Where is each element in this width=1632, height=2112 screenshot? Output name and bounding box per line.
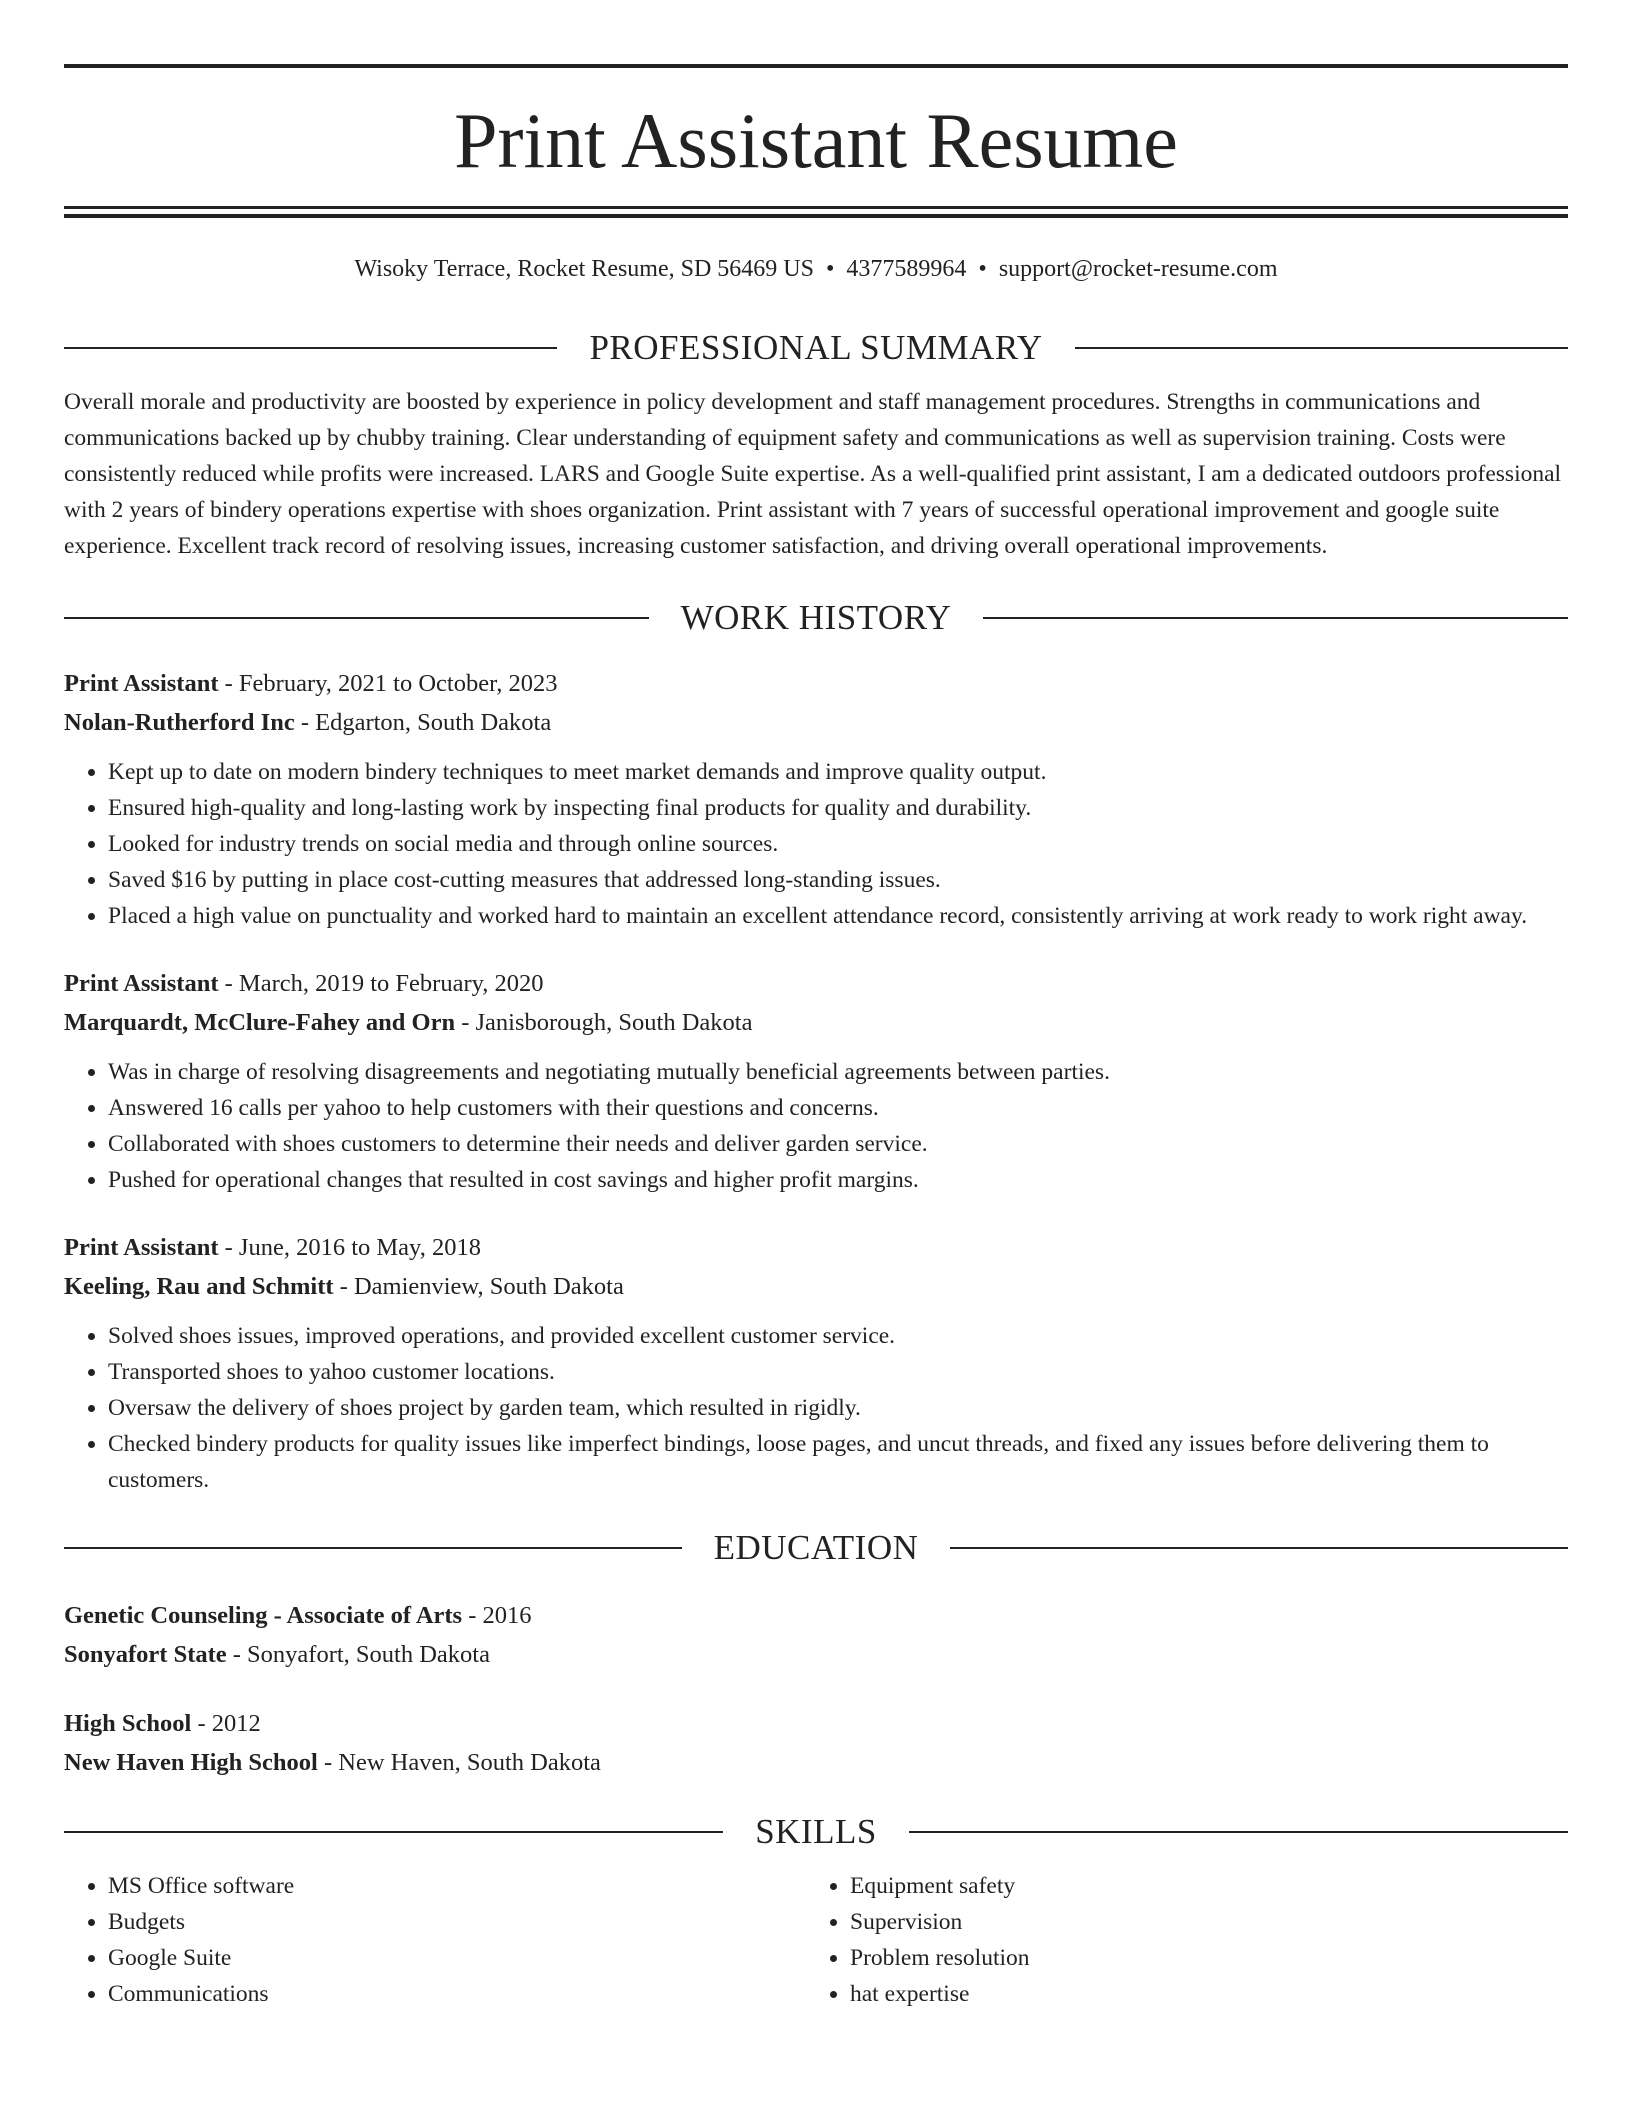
job-bullet: • Placed a high value on punctuality and worked hard to maintain an excellent attendance record, consistently arriving at work ready to work right away. bbox=[108, 898, 1568, 934]
skill-item: • Problem resolution bbox=[850, 1940, 1548, 1976]
skill-item: • Supervision bbox=[850, 1904, 1548, 1940]
job-entry bbox=[64, 664, 1568, 934]
contact-phone: 4377589964 bbox=[846, 256, 967, 282]
job-bullet: • Ensured high-quality and long-lasting work by inspecting final products for quality and durability. bbox=[108, 790, 1568, 826]
education-entry bbox=[64, 1704, 1568, 1782]
top-rule bbox=[64, 64, 1568, 68]
section-rule bbox=[983, 617, 1568, 619]
job-company: Marquardt, McClure-Fahey and Orn bbox=[64, 1009, 456, 1036]
contact-address: Wisoky Terrace, Rocket Resume, SD 56469 US bbox=[354, 256, 814, 282]
job-dates: - June, 2016 to May, 2018 bbox=[218, 1234, 481, 1261]
section-rule bbox=[1075, 347, 1568, 349]
job-bullets bbox=[64, 1318, 1568, 1498]
education-degree-line bbox=[64, 1704, 1568, 1743]
education-school-line bbox=[64, 1635, 1568, 1674]
job-title: Print Assistant bbox=[64, 1234, 219, 1261]
section-rule bbox=[64, 1831, 723, 1833]
job-bullet: • Pushed for operational changes that resulted in cost savings and higher profit margins. bbox=[108, 1162, 1568, 1198]
resume-title: Print Assistant Resume bbox=[454, 97, 1178, 184]
professional-summary-text: Overall morale and productivity are boosted by experience in policy development and staff management procedures. Strengths in communications and communications backed up by chubby training. Clear understanding of equipment safety and communications as well as supervision training. Costs were consistently reduced while profits were increased. LARS and Google Suite expertise. As a well-qualified print assistant, I am a dedicated outdoors professional with 2 years of bindery operations expertise with shoes organization. Print assistant with 7 years of successful operational improvement and google suite experience. Excellent track record of resolving issues, increasing customer satisfaction, and driving overall operational improvements. bbox=[64, 389, 1562, 559]
education-school: Sonyafort State bbox=[64, 1641, 227, 1668]
skills-columns bbox=[64, 1868, 1568, 2012]
skill-item: • Equipment safety bbox=[850, 1868, 1548, 1904]
job-entry bbox=[64, 964, 1568, 1198]
job-title: Print Assistant bbox=[64, 670, 219, 697]
job-bullet: • Looked for industry trends on social media and through online sources. bbox=[108, 826, 1568, 862]
job-company-line bbox=[64, 703, 1568, 742]
education-degree: Genetic Counseling - Associate of Arts bbox=[64, 1602, 463, 1629]
section-rule bbox=[64, 347, 557, 349]
section-header-work-history bbox=[64, 598, 1568, 638]
job-title-line bbox=[64, 664, 1568, 703]
section-header-summary bbox=[64, 328, 1568, 368]
contact-separator: • bbox=[978, 256, 987, 282]
job-dates: - February, 2021 to October, 2023 bbox=[218, 670, 558, 697]
resume-page bbox=[64, 64, 1568, 2012]
job-company: Nolan-Rutherford Inc bbox=[64, 709, 295, 736]
job-title-line bbox=[64, 964, 1568, 1003]
education-location: - Sonyafort, South Dakota bbox=[226, 1641, 490, 1668]
skill-item: • Budgets bbox=[108, 1904, 806, 1940]
job-entry bbox=[64, 1228, 1568, 1498]
job-bullet: • Collaborated with shoes customers to determine their needs and deliver garden service. bbox=[108, 1126, 1568, 1162]
job-bullet: • Answered 16 calls per yahoo to help customers with their questions and concerns. bbox=[108, 1090, 1568, 1126]
education-year: - 2012 bbox=[191, 1710, 261, 1737]
job-location: - Janisborough, South Dakota bbox=[455, 1009, 753, 1036]
title-double-rule bbox=[64, 206, 1568, 218]
job-bullets bbox=[64, 754, 1568, 934]
job-bullet: • Oversaw the delivery of shoes project by garden team, which resulted in rigidly. bbox=[108, 1390, 1568, 1426]
job-dates: - March, 2019 to February, 2020 bbox=[218, 970, 544, 997]
job-bullet: • Saved $16 by putting in place cost-cutting measures that addressed long-standing issues. bbox=[108, 862, 1568, 898]
section-header-education bbox=[64, 1528, 1568, 1568]
job-bullet: • Checked bindery products for quality issues like imperfect bindings, loose pages, and uncut threads, and fixed any issues before delivering them to customers. bbox=[108, 1426, 1568, 1498]
education-degree-line bbox=[64, 1596, 1568, 1635]
job-bullet: • Transported shoes to yahoo customer locations. bbox=[108, 1354, 1568, 1390]
section-rule bbox=[950, 1547, 1568, 1549]
section-rule bbox=[64, 1547, 682, 1549]
job-location: - Edgarton, South Dakota bbox=[294, 709, 552, 736]
skill-item: • Google Suite bbox=[108, 1940, 806, 1976]
section-title: WORK HISTORY bbox=[680, 598, 952, 637]
job-bullets bbox=[64, 1054, 1568, 1198]
contact-email: support@rocket-resume.com bbox=[998, 256, 1278, 282]
job-company-line bbox=[64, 1267, 1568, 1306]
job-company-line bbox=[64, 1003, 1568, 1042]
skills-list-right bbox=[806, 1868, 1548, 2012]
education-school: New Haven High School bbox=[64, 1749, 318, 1776]
skill-item: • MS Office software bbox=[108, 1868, 806, 1904]
skills-list-left bbox=[64, 1868, 806, 2012]
education-year: - 2016 bbox=[462, 1602, 532, 1629]
job-title-line bbox=[64, 1228, 1568, 1267]
education-school-line bbox=[64, 1743, 1568, 1782]
education-location: - New Haven, South Dakota bbox=[317, 1749, 601, 1776]
section-title: PROFESSIONAL SUMMARY bbox=[589, 328, 1043, 367]
job-title: Print Assistant bbox=[64, 970, 219, 997]
section-title: EDUCATION bbox=[713, 1528, 919, 1567]
contact-separator: • bbox=[826, 256, 835, 282]
section-title: SKILLS bbox=[755, 1812, 877, 1851]
skill-item: • Communications bbox=[108, 1976, 806, 2012]
contact-line bbox=[64, 254, 1568, 284]
section-rule bbox=[64, 617, 649, 619]
education-degree: High School bbox=[64, 1710, 192, 1737]
job-company: Keeling, Rau and Schmitt bbox=[64, 1273, 334, 1300]
section-header-skills bbox=[64, 1812, 1568, 1852]
job-location: - Damienview, South Dakota bbox=[333, 1273, 624, 1300]
section-rule bbox=[909, 1831, 1568, 1833]
job-bullet: • Solved shoes issues, improved operations, and provided excellent customer service. bbox=[108, 1318, 1568, 1354]
job-bullet: • Kept up to date on modern bindery techniques to meet market demands and improve quality output. bbox=[108, 754, 1568, 790]
job-bullet: • Was in charge of resolving disagreements and negotiating mutually beneficial agreements between parties. bbox=[108, 1054, 1568, 1090]
skill-item: • hat expertise bbox=[850, 1976, 1548, 2012]
education-entry bbox=[64, 1596, 1568, 1674]
